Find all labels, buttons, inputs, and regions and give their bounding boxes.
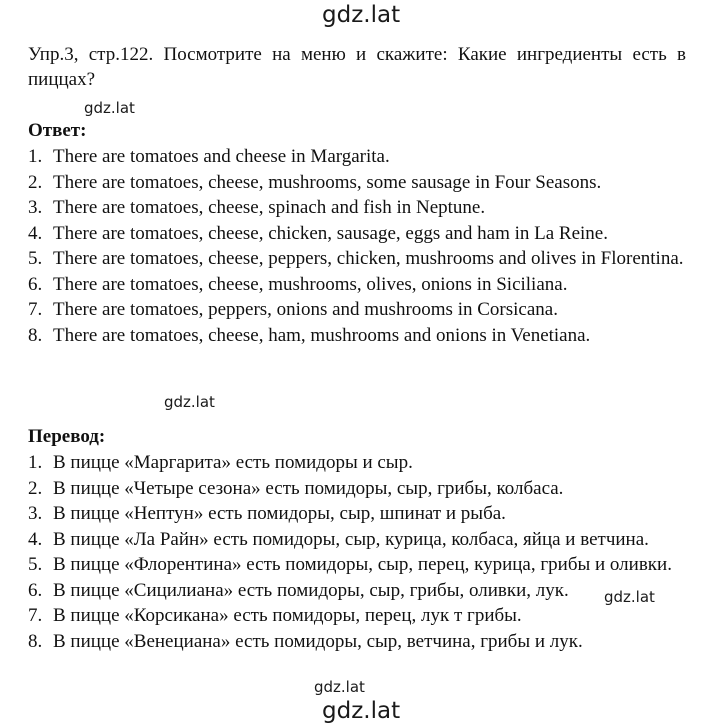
item-text: There are tomatoes, cheese, spinach and fish in Neptune. bbox=[53, 197, 486, 218]
list-item bbox=[28, 603, 686, 629]
list-item bbox=[28, 629, 686, 655]
answer-heading: Ответ: bbox=[28, 120, 87, 141]
list-item bbox=[28, 501, 686, 527]
translation-list bbox=[28, 450, 686, 654]
item-number: 3. bbox=[28, 503, 43, 524]
list-item bbox=[28, 476, 686, 502]
watermark-bottom: gdz.lat bbox=[322, 698, 401, 724]
list-item bbox=[28, 221, 686, 247]
item-number: 6. bbox=[28, 273, 43, 295]
answer-list bbox=[28, 144, 686, 348]
item-number: 1. bbox=[28, 146, 43, 167]
item-number: 2. bbox=[28, 171, 43, 193]
list-item bbox=[28, 272, 686, 298]
item-number: 5. bbox=[28, 248, 43, 269]
list-item bbox=[28, 323, 686, 349]
item-text: В пицце «Нептун» есть помидоры, сыр, шпинат и рыба. bbox=[53, 503, 506, 524]
item-text: There are tomatoes, cheese, chicken, sausage, eggs and ham in La Reine. bbox=[53, 222, 608, 244]
item-text: There are tomatoes, peppers, onions and mushrooms in Corsicana. bbox=[53, 299, 558, 320]
item-number: 1. bbox=[28, 452, 43, 473]
list-item bbox=[28, 144, 686, 170]
item-number: 6. bbox=[28, 579, 43, 601]
item-text: В пицце «Маргарита» есть помидоры и сыр. bbox=[53, 452, 413, 473]
list-item bbox=[28, 195, 686, 221]
watermark-inline: gdz.lat bbox=[164, 393, 215, 411]
list-item bbox=[28, 170, 686, 196]
item-number: 8. bbox=[28, 324, 43, 346]
item-text: There are tomatoes, cheese, mushrooms, olives, onions in Siciliana. bbox=[53, 273, 568, 295]
item-number: 4. bbox=[28, 528, 43, 550]
item-number: 2. bbox=[28, 477, 43, 499]
item-text: В пицце «Флорентина» есть помидоры, сыр, перец, курица, грибы и оливки. bbox=[53, 554, 672, 575]
list-item bbox=[28, 297, 686, 323]
item-number: 4. bbox=[28, 222, 43, 244]
item-number: 3. bbox=[28, 197, 43, 218]
item-text: There are tomatoes, cheese, mushrooms, some sausage in Four Seasons. bbox=[53, 171, 602, 193]
item-number: 5. bbox=[28, 554, 43, 575]
item-text: There are tomatoes, cheese, peppers, chicken, mushrooms and olives in Florentina. bbox=[53, 248, 684, 269]
item-number: 8. bbox=[28, 630, 43, 652]
item-text: В пицце «Венециана» есть помидоры, сыр, ветчина, грибы и лук. bbox=[53, 630, 583, 652]
translation-heading: Перевод: bbox=[28, 426, 106, 447]
task-text: Упр.3, стр.122. Посмотрите на меню и скажите: Какие ингредиенты есть в пиццах? bbox=[28, 44, 686, 90]
item-text: There are tomatoes, cheese, ham, mushrooms and onions in Venetiana. bbox=[53, 324, 591, 346]
item-text: В пицце «Ла Райн» есть помидоры, сыр, курица, колбаса, яйца и ветчина. bbox=[53, 528, 649, 550]
list-item bbox=[28, 578, 686, 604]
item-text: В пицце «Сицилиана» есть помидоры, сыр, грибы, оливки, лук. bbox=[53, 579, 569, 601]
watermark-top: gdz.lat bbox=[322, 2, 401, 28]
item-text: В пицце «Корсикана» есть помидоры, перец, лук т грибы. bbox=[53, 605, 522, 626]
list-item bbox=[28, 450, 686, 476]
item-number: 7. bbox=[28, 299, 43, 320]
item-text: There are tomatoes and cheese in Margarita. bbox=[53, 146, 390, 167]
item-text: В пицце «Четыре сезона» есть помидоры, сыр, грибы, колбаса. bbox=[53, 477, 564, 499]
list-item bbox=[28, 552, 686, 578]
watermark-inline: gdz.lat bbox=[84, 99, 135, 117]
watermark-inline: gdz.lat bbox=[314, 678, 365, 696]
list-item bbox=[28, 246, 686, 272]
list-item bbox=[28, 527, 686, 553]
item-number: 7. bbox=[28, 605, 43, 626]
watermark-inline: gdz.lat bbox=[604, 588, 655, 606]
